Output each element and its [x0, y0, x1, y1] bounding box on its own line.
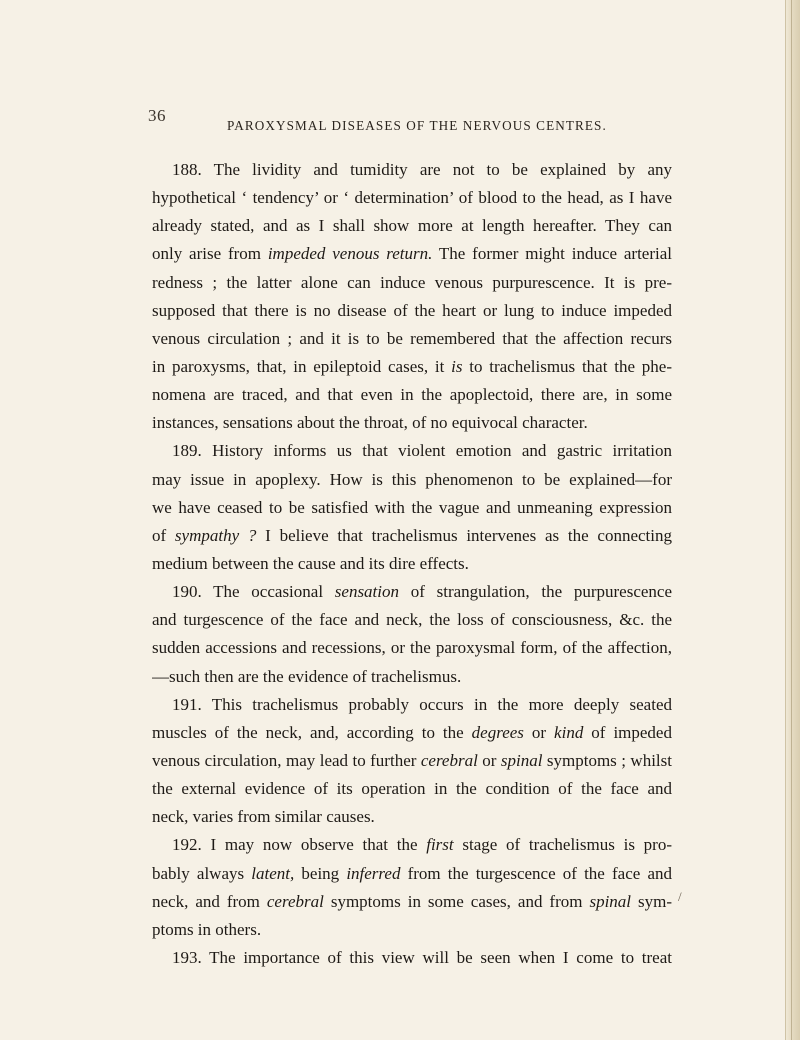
text-segment: 191. This trachelismus probably occurs in the more deeply seated: [172, 694, 672, 714]
running-head: PAROXYSMAL DISEASES OF THE NERVOUS CENTRES.: [227, 118, 607, 133]
italic-text: is: [451, 356, 463, 376]
text-line: [152, 775, 672, 803]
italic-text: sympathy ?: [174, 525, 257, 545]
text-segment: to trachelismus that the phe-: [462, 356, 672, 376]
text-segment: hypothetical ‘ tendency’ or ‘ determination’ of blood to the head, as I have: [152, 188, 672, 208]
text-segment: medium between the cause and its dire effects.: [152, 553, 469, 573]
italic-text: first: [426, 835, 454, 855]
text-segment: from the turgescence of the face and: [400, 863, 672, 883]
text-line: [152, 860, 672, 888]
page-edge-shadow: [785, 0, 800, 1040]
text-segment: 190. The occasional: [172, 582, 335, 602]
text-segment: 193. The importance of this view will be seen when I come to treat: [172, 947, 672, 967]
text-line: [152, 888, 672, 916]
text-segment: I believe that trachelismus intervenes as the connecting: [256, 525, 672, 545]
text-line: [152, 747, 672, 775]
text-line: [152, 606, 672, 634]
text-line: [152, 381, 672, 409]
text-line: [152, 437, 672, 465]
text-segment: ptoms in others.: [152, 919, 262, 939]
italic-text: inferred: [346, 863, 401, 883]
page-number: 36: [148, 106, 166, 125]
text-segment: redness ; the latter alone can induce venous purpurescence. It is pre-: [152, 272, 672, 292]
text-line: [152, 634, 672, 662]
text-segment: already stated, and as I shall show more at length hereafter. They can: [152, 216, 672, 236]
text-segment: muscles of the neck, and, according to the: [152, 722, 472, 742]
text-segment: bably always: [152, 863, 252, 883]
page-edge-line: [791, 0, 792, 1040]
text-segment: sym-: [631, 891, 672, 911]
text-line: [152, 409, 672, 437]
text-segment: instances, sensations about the throat, of no equivocal character.: [152, 413, 588, 433]
text-segment: 192. I may now observe that the: [172, 835, 427, 855]
text-line: [152, 494, 672, 522]
text-line: [152, 466, 672, 494]
text-segment: The former might induce arterial: [432, 244, 672, 264]
text-line: [152, 719, 672, 747]
text-line: [152, 240, 672, 268]
italic-text: degrees: [471, 722, 524, 742]
italic-text: latent,: [251, 863, 295, 883]
text-segment: or: [523, 722, 555, 742]
text-line: [152, 184, 672, 212]
text-segment: supposed that there is no disease of the heart or lung to induce impeded: [152, 300, 672, 320]
body-text: [152, 156, 672, 972]
text-segment: neck, and from: [152, 891, 267, 911]
text-segment: 189. History informs us that violent emotion and gastric irritation: [172, 441, 672, 461]
italic-text: cerebral: [420, 750, 478, 770]
text-segment: or: [477, 750, 501, 770]
text-segment: in paroxysms, that, in epileptoid cases, it: [152, 356, 452, 376]
text-segment: 188. The lividity and tumidity are not to be explained by any: [172, 160, 672, 179]
text-line: [152, 325, 672, 353]
italic-text: sensation: [334, 582, 400, 602]
text-line: [152, 916, 672, 944]
text-line: [152, 831, 672, 859]
italic-text: spinal: [589, 891, 632, 911]
text-line: [152, 803, 672, 831]
text-line: [152, 156, 672, 184]
text-line: [152, 691, 672, 719]
text-segment: we have ceased to be satisfied with the vague and unmeaning expression: [152, 497, 672, 517]
text-segment: of: [152, 525, 175, 545]
text-line: [152, 353, 672, 381]
italic-text: cerebral: [266, 891, 324, 911]
margin-mark: /: [678, 889, 682, 904]
text-segment: and turgescence of the face and neck, the loss of consciousness, &c. the: [152, 610, 672, 630]
text-segment: nomena are traced, and that even in the apoplectoid, there are, in some: [152, 385, 672, 405]
italic-text: impeded venous return.: [267, 244, 433, 264]
text-segment: symptoms in some cases, and from: [323, 891, 590, 911]
text-segment: venous circulation ; and it is to be remembered that the affection recurs: [152, 328, 672, 348]
italic-text: kind: [554, 722, 584, 742]
text-line: [152, 944, 672, 972]
text-line: [152, 578, 672, 606]
text-segment: stage of trachelismus is pro-: [453, 835, 672, 855]
text-segment: the external evidence of its operation in the condition of the face and: [152, 779, 672, 799]
text-segment: of strangulation, the purpurescence: [399, 582, 672, 602]
text-segment: being: [294, 863, 347, 883]
text-segment: neck, varies from similar causes.: [152, 807, 375, 827]
text-segment: may issue in apoplexy. How is this phenomenon to be explained—for: [152, 469, 672, 489]
text-line: [152, 297, 672, 325]
text-line: [152, 550, 672, 578]
text-segment: sudden accessions and recessions, or the paroxysmal form, of the affection,: [152, 638, 672, 658]
text-line: [152, 212, 672, 240]
text-line: [152, 663, 672, 691]
text-line: [152, 522, 672, 550]
text-line: [152, 269, 672, 297]
text-segment: venous circulation, may lead to further: [152, 750, 421, 770]
text-segment: symptoms ; whilst: [542, 750, 672, 770]
text-segment: only arise from: [152, 244, 268, 264]
text-segment: of impeded: [583, 722, 672, 742]
text-segment: —such then are the evidence of trachelismus.: [152, 666, 462, 686]
italic-text: spinal: [500, 750, 543, 770]
